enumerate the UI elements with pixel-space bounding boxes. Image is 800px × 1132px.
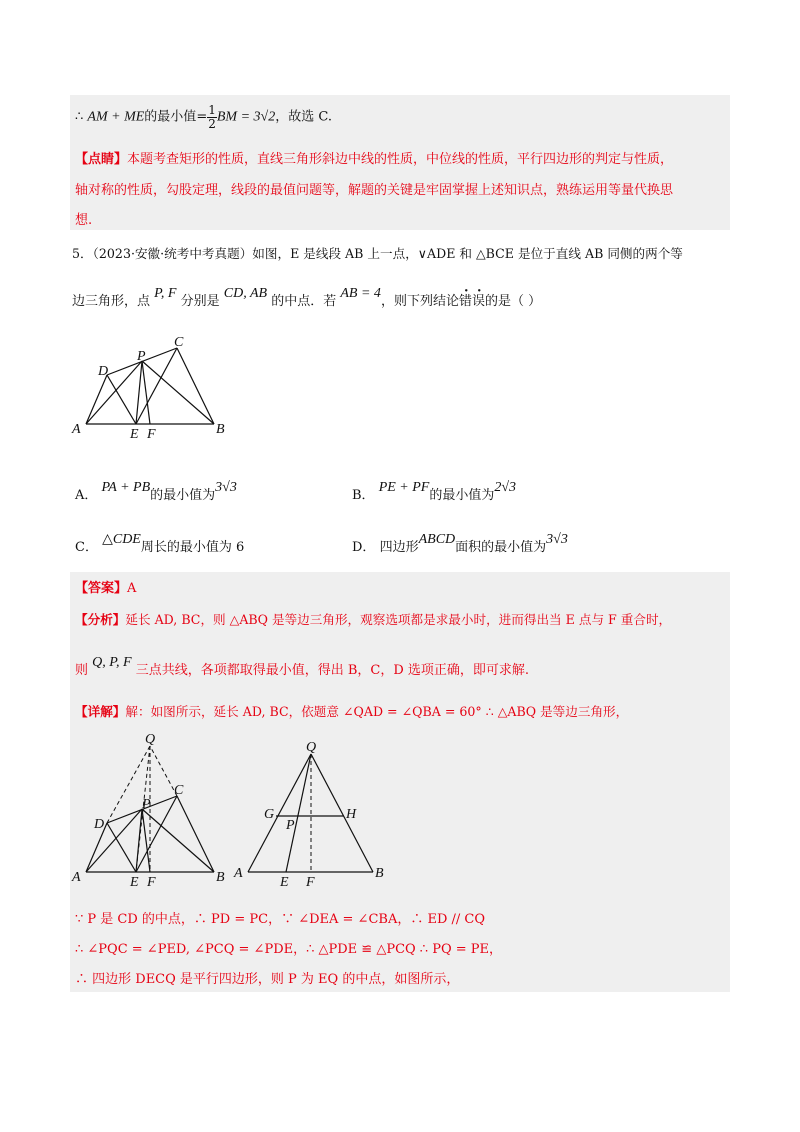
option-d-value: 3√3: [546, 532, 568, 547]
q2-cdab: CD, AB: [223, 286, 268, 301]
frac-numerator: 1: [208, 103, 216, 117]
option-b-value: 2√3: [494, 480, 517, 495]
fig3-label-q: Q: [306, 740, 317, 755]
value-bm: BM = 3√2: [216, 109, 276, 125]
fig2-label-q: Q: [145, 732, 156, 747]
q2-text-d: ，则下列结论: [380, 294, 459, 309]
fig3-label-p: P: [286, 818, 295, 833]
therefore-symbol: ∴: [75, 109, 84, 125]
comment-line-3: [75, 213, 92, 229]
fig1-label-p: P: [137, 349, 146, 364]
step-line-1: [75, 912, 485, 928]
option-c[interactable]: [75, 532, 245, 557]
analysis-text-2b: 三点共线，各项都取得最小值，得出 B，C，D 选项正确，即可求解.: [135, 663, 530, 678]
analysis-line-2: [75, 655, 530, 680]
step-text-2: ∴ ∠PQC = ∠PED, ∠PCQ = ∠PDE，∴ △PDE ≌ △PCQ ∴ PQ = PE，: [75, 942, 503, 957]
fig2-label-f: F: [147, 875, 156, 888]
option-b-label: B．: [352, 488, 375, 503]
option-d-expr: ABCD: [418, 532, 456, 547]
option-c-expr: △CDE: [102, 532, 141, 547]
option-a-label: A．: [75, 488, 98, 503]
option-a[interactable]: [75, 480, 237, 505]
q2-text-c: 的中点．若: [271, 294, 337, 309]
q2-text-e: 的是（ ）: [484, 294, 542, 309]
comment-line-2: [75, 183, 673, 199]
option-b-expr: PE + PF: [378, 480, 430, 495]
option-a-value: 3√3: [215, 480, 237, 495]
fraction-half: [207, 104, 217, 130]
fig3-label-e: E: [280, 875, 289, 888]
fig2-label-d: D: [94, 817, 105, 832]
step-line-2: [75, 942, 502, 958]
analysis-text-1: 延长 AD, BC，则 △ABQ 是等边三角形，观察选项都是求最小时，进而得出当 E 点与 F 重合时，: [125, 612, 672, 627]
frac-denominator: 2: [208, 116, 216, 131]
figure-midpoint-triangle: [228, 738, 398, 888]
fig1-label-c: C: [174, 335, 184, 350]
option-a-expr: PA + PB: [101, 480, 151, 495]
fig1-label-d: D: [98, 364, 109, 379]
analysis-text-2a: 则: [75, 663, 89, 678]
choose-c: ，故选 C.: [275, 109, 332, 125]
option-a-text: 的最小值为: [150, 488, 216, 503]
answer-line: [75, 581, 136, 597]
option-c-label: C．: [75, 540, 98, 555]
fig3-label-f: F: [306, 875, 315, 888]
step-line-3: [75, 972, 459, 988]
option-b-text: 的最小值为: [429, 488, 495, 503]
expr-am-me: AM + ME: [87, 109, 145, 125]
fig3-label-b: B: [375, 866, 384, 881]
question-text-1: 5．（2023·安徽·统考中考真题）如图，E 是线段 AB 上一点，∨ADE 和 △BCE 是位于直线 AB 同侧的两个等: [72, 246, 683, 261]
fig1-label-b: B: [216, 422, 225, 437]
fig3-label-g: G: [264, 807, 275, 822]
comment-text-1: 本题考查矩形的性质，直线三角形斜边中线的性质，中位线的性质，平行四边形的判定与性质，: [127, 152, 674, 167]
emphasis-wu: 误: [471, 294, 485, 309]
comment-text-2: 轴对称的性质，勾股定理，线段的最值问题等，解题的关键是牢固掌握上述知识点，熟练运用等量代换思: [75, 183, 674, 198]
analysis-qpf: Q, P, F: [92, 655, 132, 670]
detail-text: 解：如图所示，延长 AD, BC，依题意 ∠QAD = ∠QBA = 60° ∴ △ABQ 是等边三角形，: [125, 704, 629, 719]
option-d-text-1: 四边形: [379, 540, 419, 555]
figure-trapezoid: [70, 330, 240, 440]
comment-tag: 【点睛】: [75, 152, 128, 167]
question-line-1: [72, 246, 683, 261]
q2-text-a: 边三角形，点: [72, 294, 151, 309]
option-d[interactable]: [352, 532, 568, 557]
answer-text: A: [127, 581, 137, 596]
fig2-label-a: A: [72, 870, 81, 885]
figure-extended-triangle: [70, 728, 240, 888]
fig1-label-a: A: [72, 422, 81, 437]
option-d-text-2: 面积的最小值为: [455, 540, 547, 555]
detail-tag: 【详解】: [75, 704, 126, 719]
min-text: 的最小值: [144, 109, 197, 125]
comment-text-3: 想.: [75, 213, 93, 228]
fig3-label-a: A: [234, 866, 243, 881]
q2-text-b: 分别是: [180, 294, 220, 309]
option-b[interactable]: [352, 480, 517, 505]
q2-pf: P, F: [154, 286, 177, 301]
analysis-line-1: [75, 612, 671, 627]
step-text-1: ∵ P 是 CD 的中点，∴ PD = PC，∵ ∠DEA = ∠CBA，∴ ED // CQ: [75, 912, 486, 927]
emphasis-cuo: 错: [458, 294, 472, 309]
detail-line: [75, 704, 628, 719]
question-line-2: [72, 286, 542, 311]
step-text-3: ∴ 四边形 DECQ 是平行四边形，则 P 为 EQ 的中点，如图所示，: [75, 972, 460, 987]
min-value-line: ∴ AM + ME的最小值= $\frac{1}{2}$ BM = 3√2，故选 C.: [75, 103, 332, 131]
answer-tag: 【答案】: [75, 581, 128, 596]
fig2-label-c: C: [174, 783, 184, 798]
fig1-label-f: F: [147, 427, 156, 440]
fig1-label-e: E: [130, 427, 139, 440]
option-c-text: 周长的最小值为 6: [140, 540, 245, 555]
fig2-label-b: B: [216, 870, 225, 885]
fig2-label-p: P: [142, 797, 151, 812]
fig3-label-h: H: [346, 807, 357, 822]
option-d-label: D．: [352, 540, 376, 555]
fig2-label-e: E: [130, 875, 139, 888]
q2-ab4: AB = 4: [340, 286, 381, 301]
analysis-tag: 【分析】: [75, 612, 126, 627]
comment-line-1: [75, 152, 673, 168]
